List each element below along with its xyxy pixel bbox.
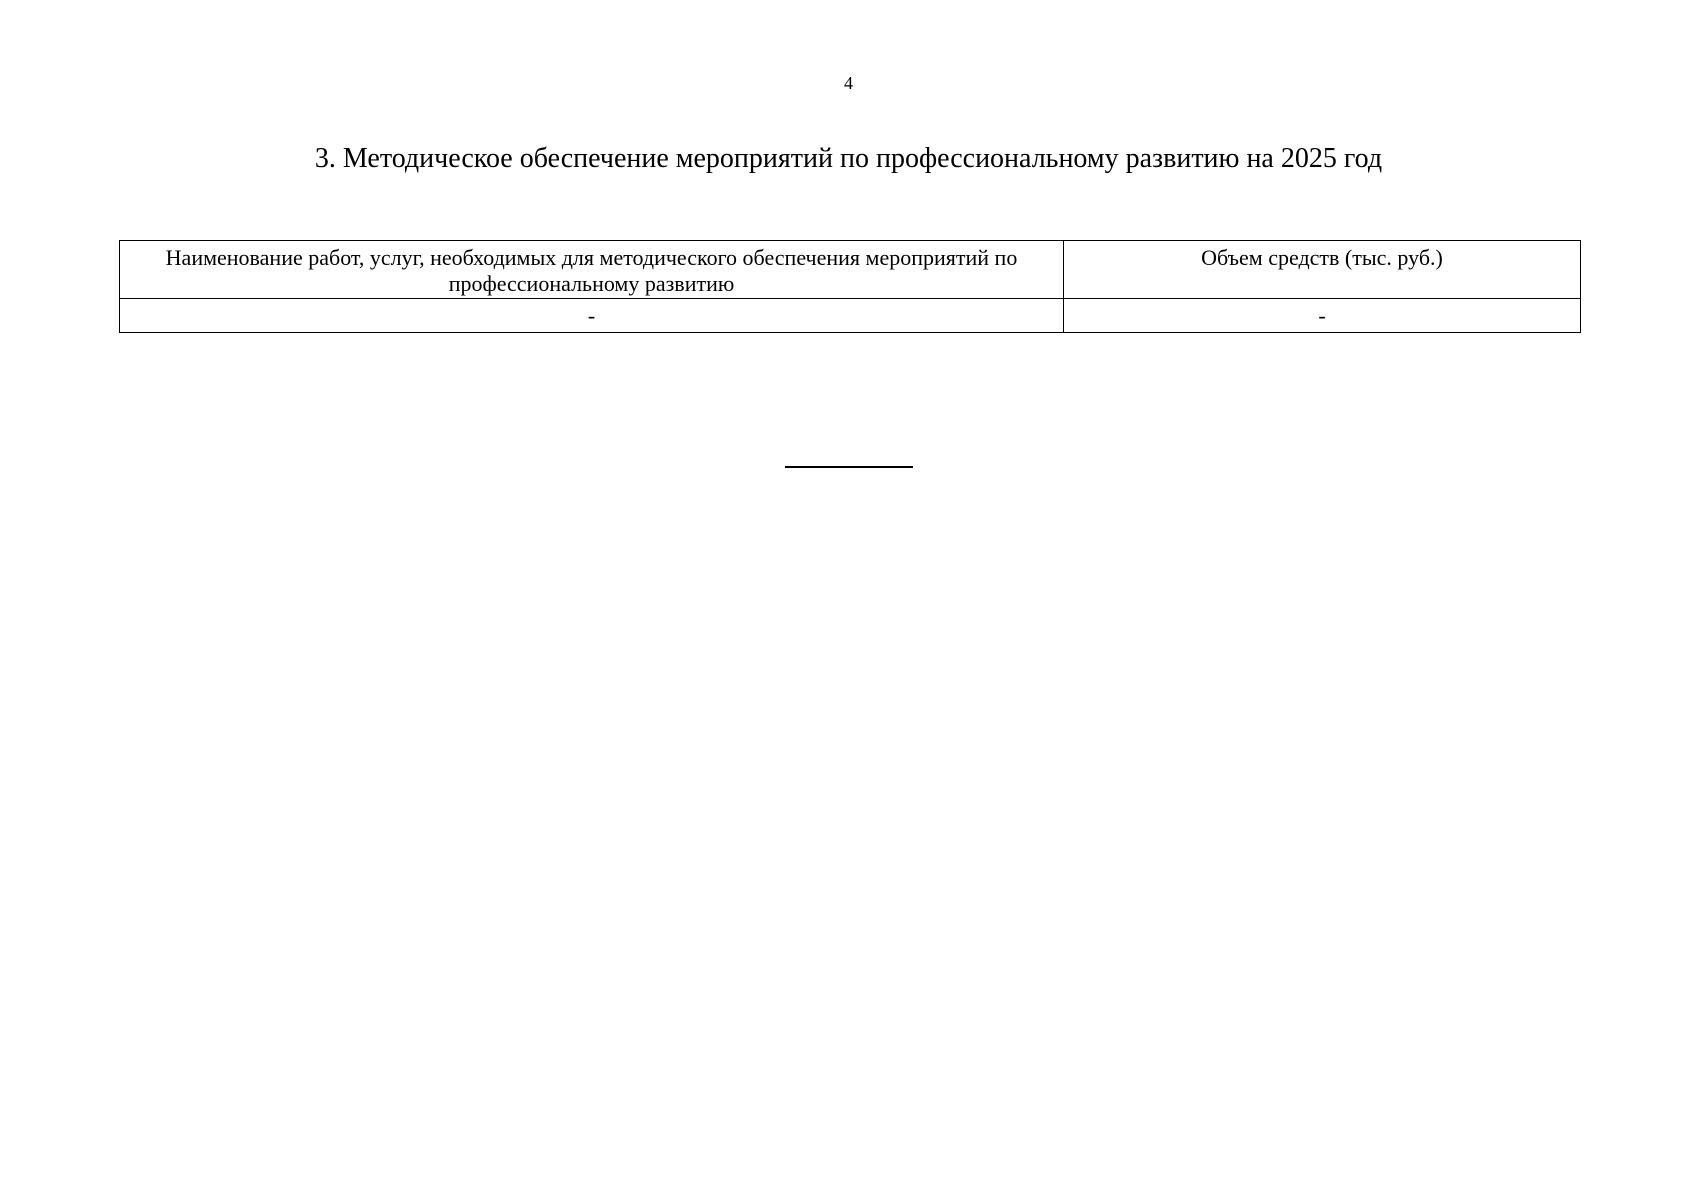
header-work-name: Наименование работ, услуг, необходимых для методического обеспечения мероприятий по профессиональному развитию bbox=[120, 241, 1064, 299]
page-number: 4 bbox=[844, 73, 853, 93]
section-title: 3. Методическое обеспечение мероприятий по профессиональному развитию на 2025 год bbox=[314, 143, 1383, 174]
cell-amount: - bbox=[1064, 299, 1581, 333]
header-amount: Объем средств (тыс. руб.) bbox=[1064, 241, 1581, 299]
end-of-document-rule bbox=[785, 466, 913, 468]
methodical-support-table bbox=[119, 240, 1581, 333]
table-row bbox=[120, 299, 1581, 333]
table-header-row bbox=[120, 241, 1581, 299]
cell-work-name: - bbox=[120, 299, 1064, 333]
